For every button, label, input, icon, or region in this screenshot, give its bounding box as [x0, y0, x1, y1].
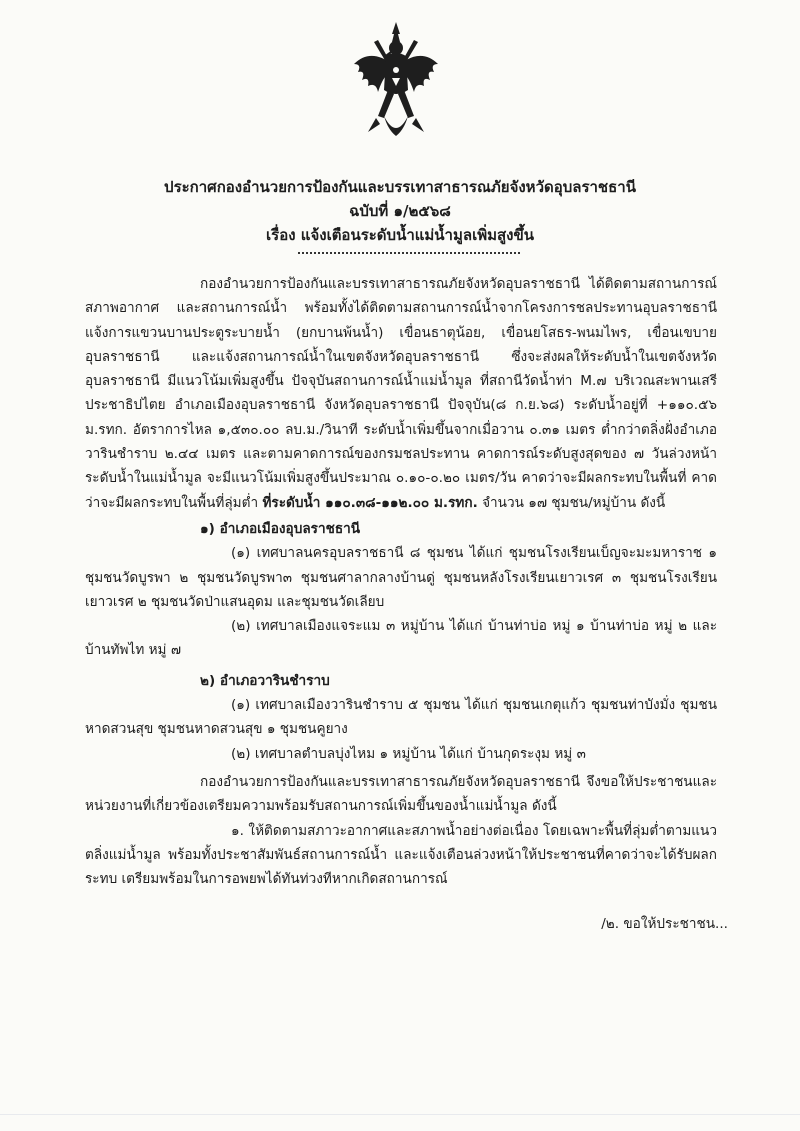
district2-item2: (๒) เทศบาลตำบลบุ่งไหม ๑ หมู่บ้าน ได้แก่ บ้านกุดระงุม หมู่ ๓: [231, 745, 586, 762]
point1-paragraph: ๑. ให้ติดตามสภาวะอากาศและสภาพน้ำอย่างต่อเนื่อง โดยเฉพาะพื้นที่ลุ่มต่ำตามแนวตลิ่งแม่น้ำมูล พร้อมทั้งประชาสัมพันธ์สถานการณ์น้ำ และแจ้งเตือนล่วงหน้าให้ประชาชนที่คาดว่าจะได้รับผลกระทบ เตรียมพร้อมในการอพยพได้ทันท่วงทีหากเกิดสถานการณ์: [85, 822, 717, 888]
intro-text: กองอำนวยการป้องกันและบรรเทาสาธารณภัยจังหวัดอุบลราชธานี ได้ติดตามสถานการณ์สภาพอากาศ และสถานการณ์น้ำ พร้อมทั้งได้ติดตามสถานการณ์น้ำจากโครงการชลประทานอุบลราชธานี แจ้งการแขวนบานประตูระบายน้ำ (ยกบานพ้นน้ำ) เขื่อนธาตุน้อย, เขื่อนยโสธร-พนมไพร, เขื่อนเขบายอุบลราชธานี และแจ้งสถานการณ์น้ำในเขตจังหวัดอุบลราชธานี ซึ่งจะส่งผลให้ระดับน้ำในเขตจังหวัดอุบลราชธานี มีแนวโน้มเพิ่มสูงขึ้น ปัจจุบันสถานการณ์น้ำแม่น้ำมูล ที่สถานีวัดน้ำท่า M.๗ บริเวณสะพานเสรีประชาธิปไตย อำเภอเมืองอุบลราชธานี จังหวัดอุบลราชธานี ปัจจุบัน(๘ ก.ย.๖๘) ระดับน้ำอยู่ที่ +๑๑๐.๕๖ ม.รทก. อัตราการไหล ๑,๕๓๐.๐๐ ลบ.ม./วินาที ระดับน้ำเพิ่มขึ้นจากเมื่อวาน ๐.๓๑ เมตร ต่ำกว่าตลิ่งฝั่งอำเภอวารินชำราบ ๒.๔๔ เมตร และตามคาดการณ์ของกรมชลประทาน คาดการณ์ระดับสูงสุดของ ๗ วันล่วงหน้า ระดับน้ำในแม่น้ำมูล จะมีแนวโน้มเพิ่มสูงขึ้นประมาณ ๐.๑๐-๐.๒๐ เมตร/วัน คาดว่าจะมีผลกระทบในพื้นที่ คาดว่าจะมีผลกระทบในพื้นที่ลุ่มต่ำ: [85, 276, 717, 511]
intro-tail: จำนวน ๑๗ ชุมชน/หมู่บ้าน ดังนี้: [477, 494, 666, 511]
announcement-issue: ฉบับที่ ๑/๒๕๖๘: [349, 202, 451, 220]
page-edge-line: [0, 1114, 800, 1115]
intro-bold-level: ที่ระดับน้ำ ๑๑๐.๓๘-๑๑๒.๐๐ ม.รทก.: [262, 494, 478, 511]
district-heading-mueang: ๑) อำเภอเมืองอุบลราชธานี: [200, 520, 361, 537]
district-heading-warin: ๒) อำเภอวารินชำราบ: [200, 672, 330, 689]
dotted-divider: [298, 252, 520, 254]
district1-item2: (๒) เทศบาลเมืองแจระแม ๓ หมู่บ้าน ได้แก่ บ้านท่าบ่อ หมู่ ๑ บ้านท่าบ่อ หมู่ ๒ และบ้านทัพไท หมู่ ๗: [85, 618, 717, 659]
announcement-subject: เรื่อง แจ้งเตือนระดับน้ำแม่น้ำมูลเพิ่มสูงขึ้น: [266, 226, 534, 244]
district1-item1: (๑) เทศบาลนครอุบลราชธานี ๘ ชุมชน ได้แก่ ชุมชนโรงเรียนเบ็ญจะมะมหาราช ๑ ชุมชนวัดบูรพา ๒ ชุมชนวัดบูรพา๓ ชุมชนศาลากลางบ้านดู่ ชุมชนหลังโรงเรียนเยาวเรศ ๓ ชุมชนโรงเรียนเยาวเรศ ๒ ชุมชนวัดป่าแสนอุดม และชุมชนวัดเลียบ: [85, 545, 717, 610]
request-paragraph: กองอำนวยการป้องกันและบรรเทาสาธารณภัยจังหวัดอุบลราชธานี จึงขอให้ประชาชนและหน่วยงานที่เกี่ยวข้องเตรียมความพร้อมรับสถานการณ์เพิ่มขึ้นของน้ำแม่น้ำมูล ดังนี้: [85, 773, 717, 815]
district2-item1: (๑) เทศบาลเมืองวารินชำราบ ๕ ชุมชน ได้แก่ ชุมชนเกตุแก้ว ชุมชนท่าบังมั่ง ชุมชนหาดสวนสุข ชุมชนหาดสวนสุข ๑ ชุมชนคูยาง: [85, 697, 717, 738]
garuda-emblem: [348, 20, 444, 150]
announcement-body: [85, 272, 717, 891]
announcement-title: ประกาศกองอำนวยการป้องกันและบรรเทาสาธารณภัยจังหวัดอุบลราชธานี: [164, 178, 636, 196]
continuation-note: /๒. ขอให้ประชาชน...: [601, 916, 728, 932]
intro-paragraph: [85, 272, 717, 515]
